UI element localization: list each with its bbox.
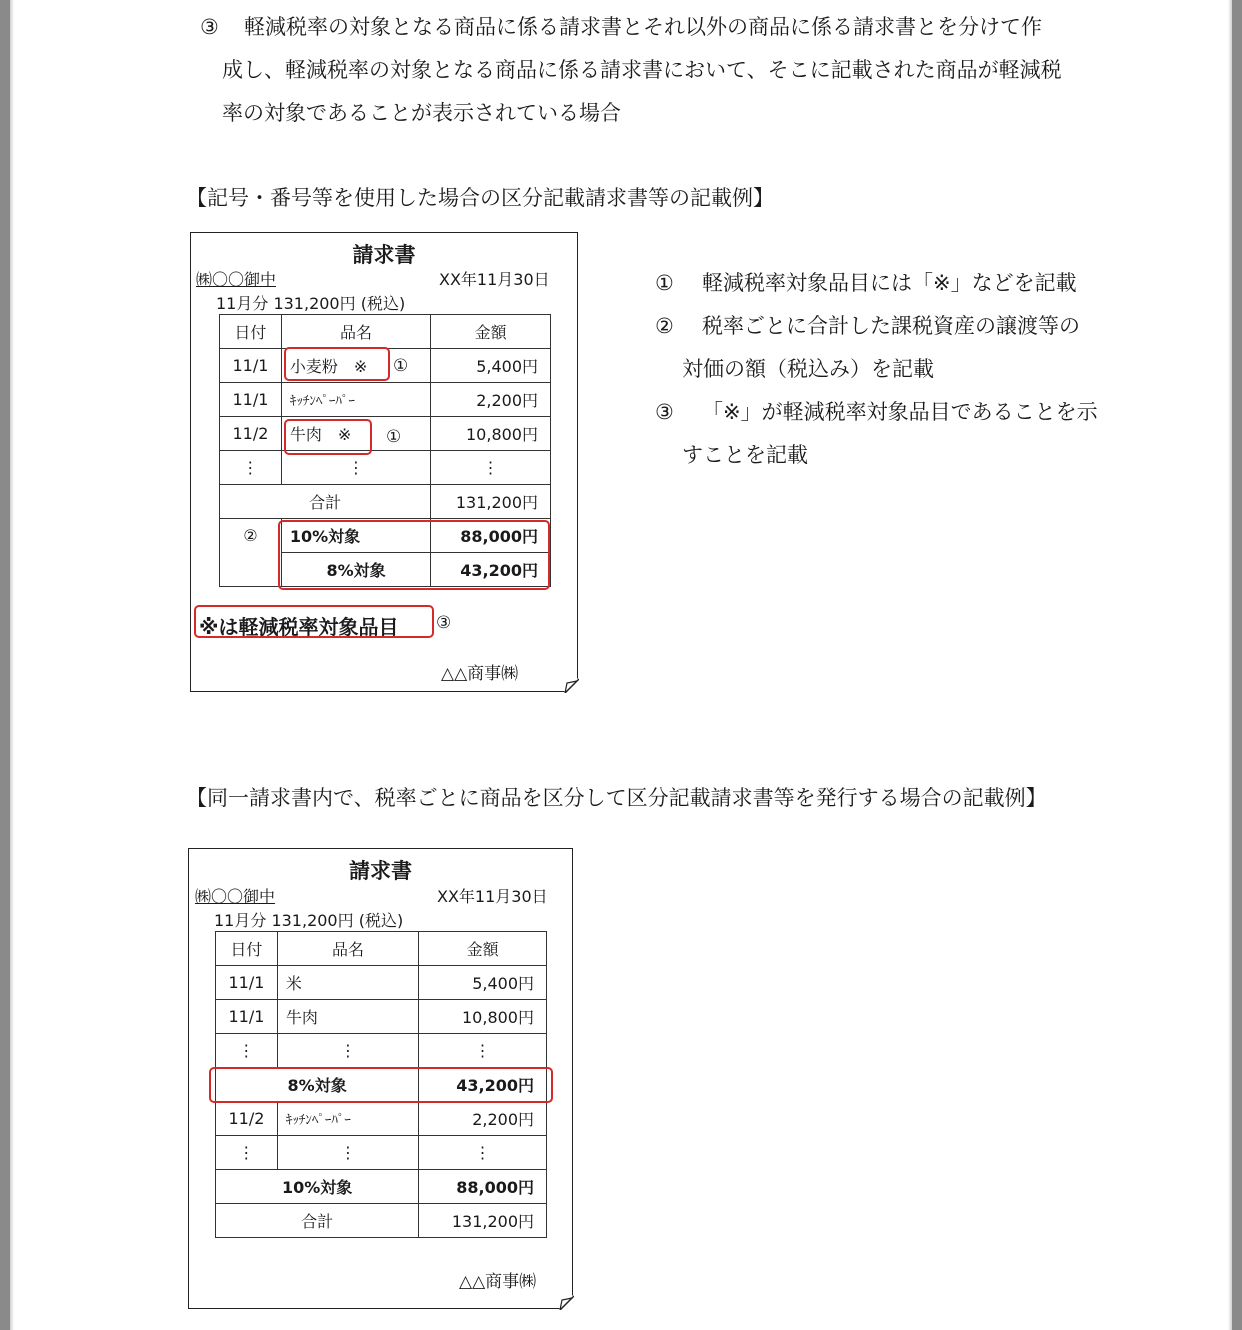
row-date: 11/1 [216, 1000, 278, 1034]
invoice-recipient: ㈱〇〇御中 [196, 270, 277, 289]
invoice-title: 請求書 [352, 243, 416, 267]
tax-label: 10%対象 [281, 519, 430, 553]
ellipsis: ⋮ [277, 1034, 418, 1068]
table-row [220, 383, 551, 417]
intro-number: ③ [200, 15, 219, 39]
subtotal-row-8 [216, 1068, 547, 1102]
ellipsis: ⋮ [419, 1034, 547, 1068]
subtotal-amount: 88,000円 [419, 1170, 547, 1204]
column-header-amount: 金額 [419, 932, 547, 966]
row-item: ｷｯﾁﾝﾍﾟｰﾊﾟｰ [277, 1102, 418, 1136]
total-row [220, 485, 551, 519]
total-row [216, 1204, 547, 1238]
legend-item-2 [655, 305, 1098, 348]
marker-1: ① [393, 356, 409, 376]
folded-corner-icon [558, 1294, 574, 1310]
intro-line-1: 軽減税率の対象となる商品に係る請求書とそれ以外の商品に係る請求書とを分けて作 [244, 15, 1042, 39]
ellipsis: ⋮ [216, 1034, 278, 1068]
tax-marker: ② [220, 519, 282, 553]
table-row [216, 1102, 547, 1136]
table-row [220, 417, 551, 451]
invoice-date: XX年11月30日 [439, 270, 550, 289]
invoice-table [215, 931, 547, 1238]
ellipsis: ⋮ [216, 1136, 278, 1170]
total-amount: 131,200円 [419, 1204, 547, 1238]
row-date: 11/1 [220, 383, 282, 417]
column-header-amount: 金額 [431, 315, 551, 349]
legend-number: ① [655, 271, 674, 295]
invoice-title: 請求書 [349, 859, 412, 883]
invoice-example-2 [188, 848, 573, 1309]
intro-line-3: 率の対象であることが表示されている場合 [222, 101, 621, 125]
row-amount: 2,200円 [431, 383, 551, 417]
row-date: 11/2 [220, 417, 282, 451]
row-amount: 2,200円 [419, 1102, 547, 1136]
empty-cell [220, 553, 282, 587]
section2-heading: 【同一請求書内で、税率ごとに商品を区分して区分記載請求書等を発行する場合の記載例】 [186, 786, 1047, 810]
subtotal-amount: 43,200円 [419, 1068, 547, 1102]
row-amount: 10,800円 [419, 1000, 547, 1034]
page-shadow-left [10, 0, 14, 1330]
tax-row-8 [220, 553, 551, 587]
invoice-recipient: ㈱〇〇御中 [195, 887, 276, 906]
legend [655, 262, 1098, 477]
invoice-issuer: △△商事㈱ [459, 1272, 537, 1292]
subtotal-row-10 [216, 1170, 547, 1204]
row-date: 11/1 [216, 966, 278, 1000]
ellipsis: ⋮ [277, 1136, 418, 1170]
ellipsis-row [220, 451, 551, 485]
note-text: ※は軽減税率対象品目 [199, 615, 399, 639]
legend-item-3-cont: すことを記載 [682, 443, 808, 467]
legend-item-2-cont: 対価の額（税込み）を記載 [682, 357, 934, 381]
row-amount: 10,800円 [431, 417, 551, 451]
subtotal-label: 10%対象 [216, 1170, 419, 1204]
legend-number: ③ [655, 400, 674, 424]
note-marker: ③ [436, 613, 452, 633]
legend-item-3 [655, 391, 1098, 434]
row-amount: 5,400円 [419, 966, 547, 1000]
column-header-item: 品名 [281, 315, 430, 349]
folded-corner-icon [563, 677, 579, 693]
table-row [220, 349, 551, 383]
column-header-item: 品名 [277, 932, 418, 966]
column-header-date: 日付 [220, 315, 282, 349]
total-label: 合計 [220, 485, 431, 519]
tax-amount: 88,000円 [431, 519, 551, 553]
legend-text: 税率ごとに合計した課税資産の譲渡等の [702, 314, 1080, 338]
legend-text: 「※」が軽減税率対象品目であることを示 [702, 400, 1098, 424]
invoice-issuer: △△商事㈱ [441, 664, 519, 684]
ellipsis-row [216, 1034, 547, 1068]
invoice-table [219, 314, 551, 587]
row-item: 小麦粉 ※ [281, 349, 430, 383]
viewer-right-margin [1232, 0, 1242, 1330]
row-date: 11/1 [220, 349, 282, 383]
row-amount: 5,400円 [431, 349, 551, 383]
intro-line-2: 成し、軽減税率の対象となる商品に係る請求書において、そこに記載された商品が軽減税 [222, 58, 1062, 82]
ellipsis-row [216, 1136, 547, 1170]
intro-paragraph [200, 6, 1130, 135]
column-header-date: 日付 [216, 932, 278, 966]
row-item: ｷｯﾁﾝﾍﾟｰﾊﾟｰ [281, 383, 430, 417]
subtotal-label: 8%対象 [216, 1068, 419, 1102]
invoice-summary: 11月分 131,200円 (税込) [216, 294, 406, 313]
legend-item-1 [655, 262, 1098, 305]
row-date: 11/2 [216, 1102, 278, 1136]
tax-label: 8%対象 [281, 553, 430, 587]
section1-heading: 【記号・番号等を使用した場合の区分記載請求書等の記載例】 [186, 186, 774, 210]
table-header-row [220, 315, 551, 349]
table-row [216, 966, 547, 1000]
ellipsis: ⋮ [220, 451, 282, 485]
marker-1: ① [386, 427, 402, 447]
tax-row-10 [220, 519, 551, 553]
table-row [216, 1000, 547, 1034]
total-label: 合計 [216, 1204, 419, 1238]
ellipsis: ⋮ [281, 451, 430, 485]
total-amount: 131,200円 [431, 485, 551, 519]
row-item: 牛肉 ※ [281, 417, 430, 451]
ellipsis: ⋮ [431, 451, 551, 485]
viewer-left-margin [0, 0, 10, 1330]
invoice-date: XX年11月30日 [437, 887, 548, 906]
row-item: 牛肉 [277, 1000, 418, 1034]
legend-text: 軽減税率対象品目には「※」などを記載 [702, 271, 1077, 295]
tax-amount: 43,200円 [431, 553, 551, 587]
ellipsis: ⋮ [419, 1136, 547, 1170]
row-item: 米 [277, 966, 418, 1000]
legend-number: ② [655, 314, 674, 338]
table-header-row [216, 932, 547, 966]
page-shadow-right [1228, 0, 1232, 1330]
invoice-summary: 11月分 131,200円 (税込) [214, 911, 404, 930]
invoice-example-1 [190, 232, 578, 692]
